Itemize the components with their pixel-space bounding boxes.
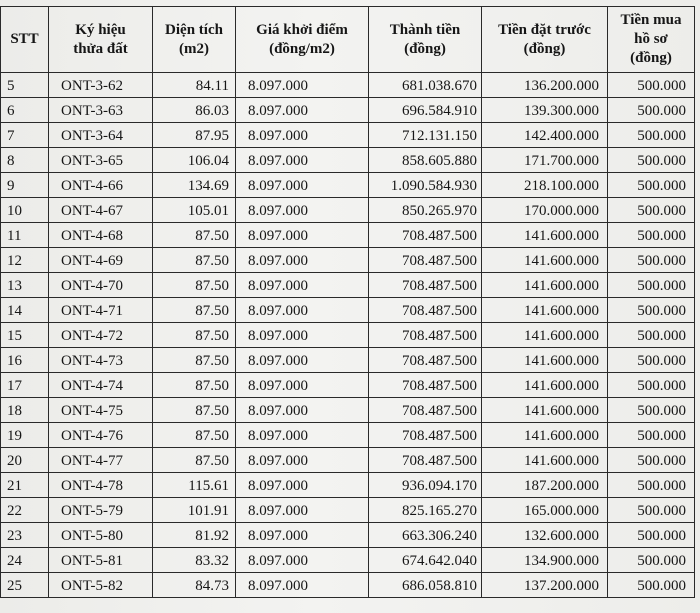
header-symbol-line1: Ký hiệu: [75, 21, 126, 38]
cell-fee: 500.000: [608, 223, 695, 248]
cell-lot-symbol: ONT-5-80: [49, 523, 153, 548]
cell-fee: 500.000: [608, 548, 695, 573]
cell-stt: 14: [1, 298, 49, 323]
cell-total: 681.038.670: [369, 73, 482, 98]
cell-deposit: 165.000.000: [482, 498, 608, 523]
table-row: [1, 148, 695, 173]
cell-total: 858.605.880: [369, 148, 482, 173]
table-row: [1, 423, 695, 448]
cell-lot-symbol: ONT-4-75: [49, 398, 153, 423]
cell-start-price: 8.097.000: [236, 248, 369, 273]
table-row: [1, 523, 695, 548]
cell-deposit: 171.700.000: [482, 148, 608, 173]
header-fee-line2: hồ sơ: [634, 31, 668, 47]
cell-area: 84.11: [153, 73, 236, 98]
cell-lot-symbol: ONT-4-69: [49, 248, 153, 273]
cell-lot-symbol: ONT-3-65: [49, 148, 153, 173]
cell-stt: 18: [1, 398, 49, 423]
header-area-line1: Diện tích: [165, 21, 223, 38]
cell-deposit: 141.600.000: [482, 298, 608, 323]
table-row: [1, 123, 695, 148]
cell-fee: 500.000: [608, 498, 695, 523]
cell-deposit: 137.200.000: [482, 573, 608, 598]
cell-area: 134.69: [153, 173, 236, 198]
cell-area: 87.50: [153, 323, 236, 348]
cell-fee: 500.000: [608, 98, 695, 123]
cell-area: 87.50: [153, 373, 236, 398]
cell-stt: 11: [1, 223, 49, 248]
cell-start-price: 8.097.000: [236, 573, 369, 598]
table-row: [1, 98, 695, 123]
cell-start-price: 8.097.000: [236, 548, 369, 573]
cell-deposit: 139.300.000: [482, 98, 608, 123]
cell-total: 674.642.040: [369, 548, 482, 573]
table-row: [1, 348, 695, 373]
cell-start-price: 8.097.000: [236, 448, 369, 473]
cell-area: 87.50: [153, 223, 236, 248]
cell-area: 101.91: [153, 498, 236, 523]
header-row: [1, 7, 695, 73]
cell-deposit: 170.000.000: [482, 198, 608, 223]
table-row: [1, 548, 695, 573]
cell-area: 86.03: [153, 98, 236, 123]
cell-area: 87.50: [153, 423, 236, 448]
cell-deposit: 141.600.000: [482, 323, 608, 348]
cell-total: 708.487.500: [369, 223, 482, 248]
cell-fee: 500.000: [608, 473, 695, 498]
cell-start-price: 8.097.000: [236, 73, 369, 98]
table-row: [1, 448, 695, 473]
table-row: [1, 573, 695, 598]
cell-stt: 9: [1, 173, 49, 198]
cell-area: 87.50: [153, 348, 236, 373]
cell-lot-symbol: ONT-4-76: [49, 423, 153, 448]
cell-start-price: 8.097.000: [236, 348, 369, 373]
cell-fee: 500.000: [608, 248, 695, 273]
cell-stt: 16: [1, 348, 49, 373]
cell-stt: 20: [1, 448, 49, 473]
cell-total: 708.487.500: [369, 298, 482, 323]
cell-lot-symbol: ONT-5-79: [49, 498, 153, 523]
cell-stt: 24: [1, 548, 49, 573]
table-row: [1, 323, 695, 348]
header-start-price-line2: (đồng/m2): [269, 40, 335, 57]
header-symbol-line2: thửa đất: [73, 40, 128, 57]
cell-area: 115.61: [153, 473, 236, 498]
header-deposit-line2: (đồng): [523, 40, 566, 57]
cell-fee: 500.000: [608, 298, 695, 323]
cell-stt: 6: [1, 98, 49, 123]
header-deposit: [482, 7, 608, 73]
cell-deposit: 141.600.000: [482, 248, 608, 273]
cell-area: 105.01: [153, 198, 236, 223]
cell-deposit: 141.600.000: [482, 448, 608, 473]
table-row: [1, 298, 695, 323]
cell-start-price: 8.097.000: [236, 148, 369, 173]
cell-stt: 13: [1, 273, 49, 298]
cell-start-price: 8.097.000: [236, 273, 369, 298]
cell-lot-symbol: ONT-3-62: [49, 73, 153, 98]
cell-lot-symbol: ONT-5-82: [49, 573, 153, 598]
cell-stt: 10: [1, 198, 49, 223]
cell-lot-symbol: ONT-3-63: [49, 98, 153, 123]
cell-area: 83.32: [153, 548, 236, 573]
cell-lot-symbol: ONT-4-68: [49, 223, 153, 248]
cell-lot-symbol: ONT-4-77: [49, 448, 153, 473]
cell-start-price: 8.097.000: [236, 523, 369, 548]
cell-lot-symbol: ONT-4-71: [49, 298, 153, 323]
cell-lot-symbol: ONT-4-70: [49, 273, 153, 298]
cell-deposit: 141.600.000: [482, 348, 608, 373]
cell-fee: 500.000: [608, 73, 695, 98]
cell-total: 686.058.810: [369, 573, 482, 598]
cell-fee: 500.000: [608, 373, 695, 398]
cell-total: 708.487.500: [369, 348, 482, 373]
cell-fee: 500.000: [608, 273, 695, 298]
cell-fee: 500.000: [608, 348, 695, 373]
cell-stt: 25: [1, 573, 49, 598]
cell-fee: 500.000: [608, 523, 695, 548]
cell-area: 106.04: [153, 148, 236, 173]
cell-deposit: 141.600.000: [482, 223, 608, 248]
cell-deposit: 141.600.000: [482, 423, 608, 448]
header-deposit-line1: Tiền đặt trước: [498, 21, 591, 38]
cell-area: 87.95: [153, 123, 236, 148]
cell-total: 708.487.500: [369, 398, 482, 423]
cell-total: 1.090.584.930: [369, 173, 482, 198]
cell-start-price: 8.097.000: [236, 498, 369, 523]
table-row: [1, 248, 695, 273]
cell-total: 708.487.500: [369, 448, 482, 473]
header-symbol: [49, 7, 153, 73]
cell-total: 708.487.500: [369, 323, 482, 348]
cell-lot-symbol: ONT-4-74: [49, 373, 153, 398]
cell-area: 87.50: [153, 248, 236, 273]
cell-stt: 17: [1, 373, 49, 398]
cell-start-price: 8.097.000: [236, 373, 369, 398]
header-fee: [608, 7, 695, 73]
cell-total: 696.584.910: [369, 98, 482, 123]
cell-deposit: 141.600.000: [482, 398, 608, 423]
header-fee-line3: (đồng): [630, 50, 672, 66]
cell-stt: 5: [1, 73, 49, 98]
header-start-price: [236, 7, 369, 73]
cell-total: 712.131.150: [369, 123, 482, 148]
table-row: [1, 223, 695, 248]
cell-fee: 500.000: [608, 323, 695, 348]
table-row: [1, 498, 695, 523]
cell-area: 84.73: [153, 573, 236, 598]
cell-fee: 500.000: [608, 198, 695, 223]
table-row: [1, 473, 695, 498]
cell-deposit: 136.200.000: [482, 73, 608, 98]
cell-stt: 23: [1, 523, 49, 548]
cell-deposit: 141.600.000: [482, 273, 608, 298]
cell-total: 663.306.240: [369, 523, 482, 548]
table-row: [1, 273, 695, 298]
header-total-line1: Thành tiền: [389, 21, 461, 38]
table-row: [1, 73, 695, 98]
table-row: [1, 173, 695, 198]
cell-total: 936.094.170: [369, 473, 482, 498]
table-row: [1, 198, 695, 223]
header-stt-label: STT: [10, 31, 39, 47]
cell-fee: 500.000: [608, 173, 695, 198]
cell-total: 708.487.500: [369, 373, 482, 398]
cell-deposit: 187.200.000: [482, 473, 608, 498]
cell-stt: 12: [1, 248, 49, 273]
cell-start-price: 8.097.000: [236, 123, 369, 148]
cell-deposit: 142.400.000: [482, 123, 608, 148]
table-row: [1, 398, 695, 423]
cell-start-price: 8.097.000: [236, 298, 369, 323]
cell-stt: 22: [1, 498, 49, 523]
cell-start-price: 8.097.000: [236, 323, 369, 348]
cell-fee: 500.000: [608, 573, 695, 598]
cell-start-price: 8.097.000: [236, 398, 369, 423]
cell-lot-symbol: ONT-4-78: [49, 473, 153, 498]
header-area-line2: (m2): [179, 40, 209, 57]
cell-stt: 15: [1, 323, 49, 348]
land-lot-table: [0, 6, 695, 598]
cell-fee: 500.000: [608, 148, 695, 173]
table-body: [1, 73, 695, 598]
cell-deposit: 218.100.000: [482, 173, 608, 198]
cell-deposit: 134.900.000: [482, 548, 608, 573]
cell-lot-symbol: ONT-3-64: [49, 123, 153, 148]
cell-fee: 500.000: [608, 423, 695, 448]
cell-start-price: 8.097.000: [236, 223, 369, 248]
cell-start-price: 8.097.000: [236, 98, 369, 123]
cell-lot-symbol: ONT-4-73: [49, 348, 153, 373]
cell-fee: 500.000: [608, 123, 695, 148]
cell-stt: 7: [1, 123, 49, 148]
cell-area: 81.92: [153, 523, 236, 548]
cell-stt: 21: [1, 473, 49, 498]
cell-area: 87.50: [153, 298, 236, 323]
header-start-price-line1: Giá khởi điểm: [256, 21, 348, 38]
header-total-line2: (đồng): [404, 40, 446, 57]
table-row: [1, 373, 695, 398]
header-total: [369, 7, 482, 73]
cell-total: 708.487.500: [369, 273, 482, 298]
cell-area: 87.50: [153, 398, 236, 423]
cell-lot-symbol: ONT-4-67: [49, 198, 153, 223]
cell-area: 87.50: [153, 273, 236, 298]
cell-total: 850.265.970: [369, 198, 482, 223]
cell-start-price: 8.097.000: [236, 423, 369, 448]
header-fee-line1: Tiền mua: [620, 12, 682, 28]
cell-deposit: 132.600.000: [482, 523, 608, 548]
cell-lot-symbol: ONT-4-66: [49, 173, 153, 198]
cell-fee: 500.000: [608, 398, 695, 423]
header-stt: [1, 7, 49, 73]
cell-deposit: 141.600.000: [482, 373, 608, 398]
header-area: [153, 7, 236, 73]
cell-total: 708.487.500: [369, 423, 482, 448]
cell-start-price: 8.097.000: [236, 198, 369, 223]
cell-start-price: 8.097.000: [236, 473, 369, 498]
cell-start-price: 8.097.000: [236, 173, 369, 198]
cell-stt: 8: [1, 148, 49, 173]
cell-lot-symbol: ONT-5-81: [49, 548, 153, 573]
cell-area: 87.50: [153, 448, 236, 473]
cell-fee: 500.000: [608, 448, 695, 473]
cell-stt: 19: [1, 423, 49, 448]
cell-lot-symbol: ONT-4-72: [49, 323, 153, 348]
cell-total: 825.165.270: [369, 498, 482, 523]
cell-total: 708.487.500: [369, 248, 482, 273]
